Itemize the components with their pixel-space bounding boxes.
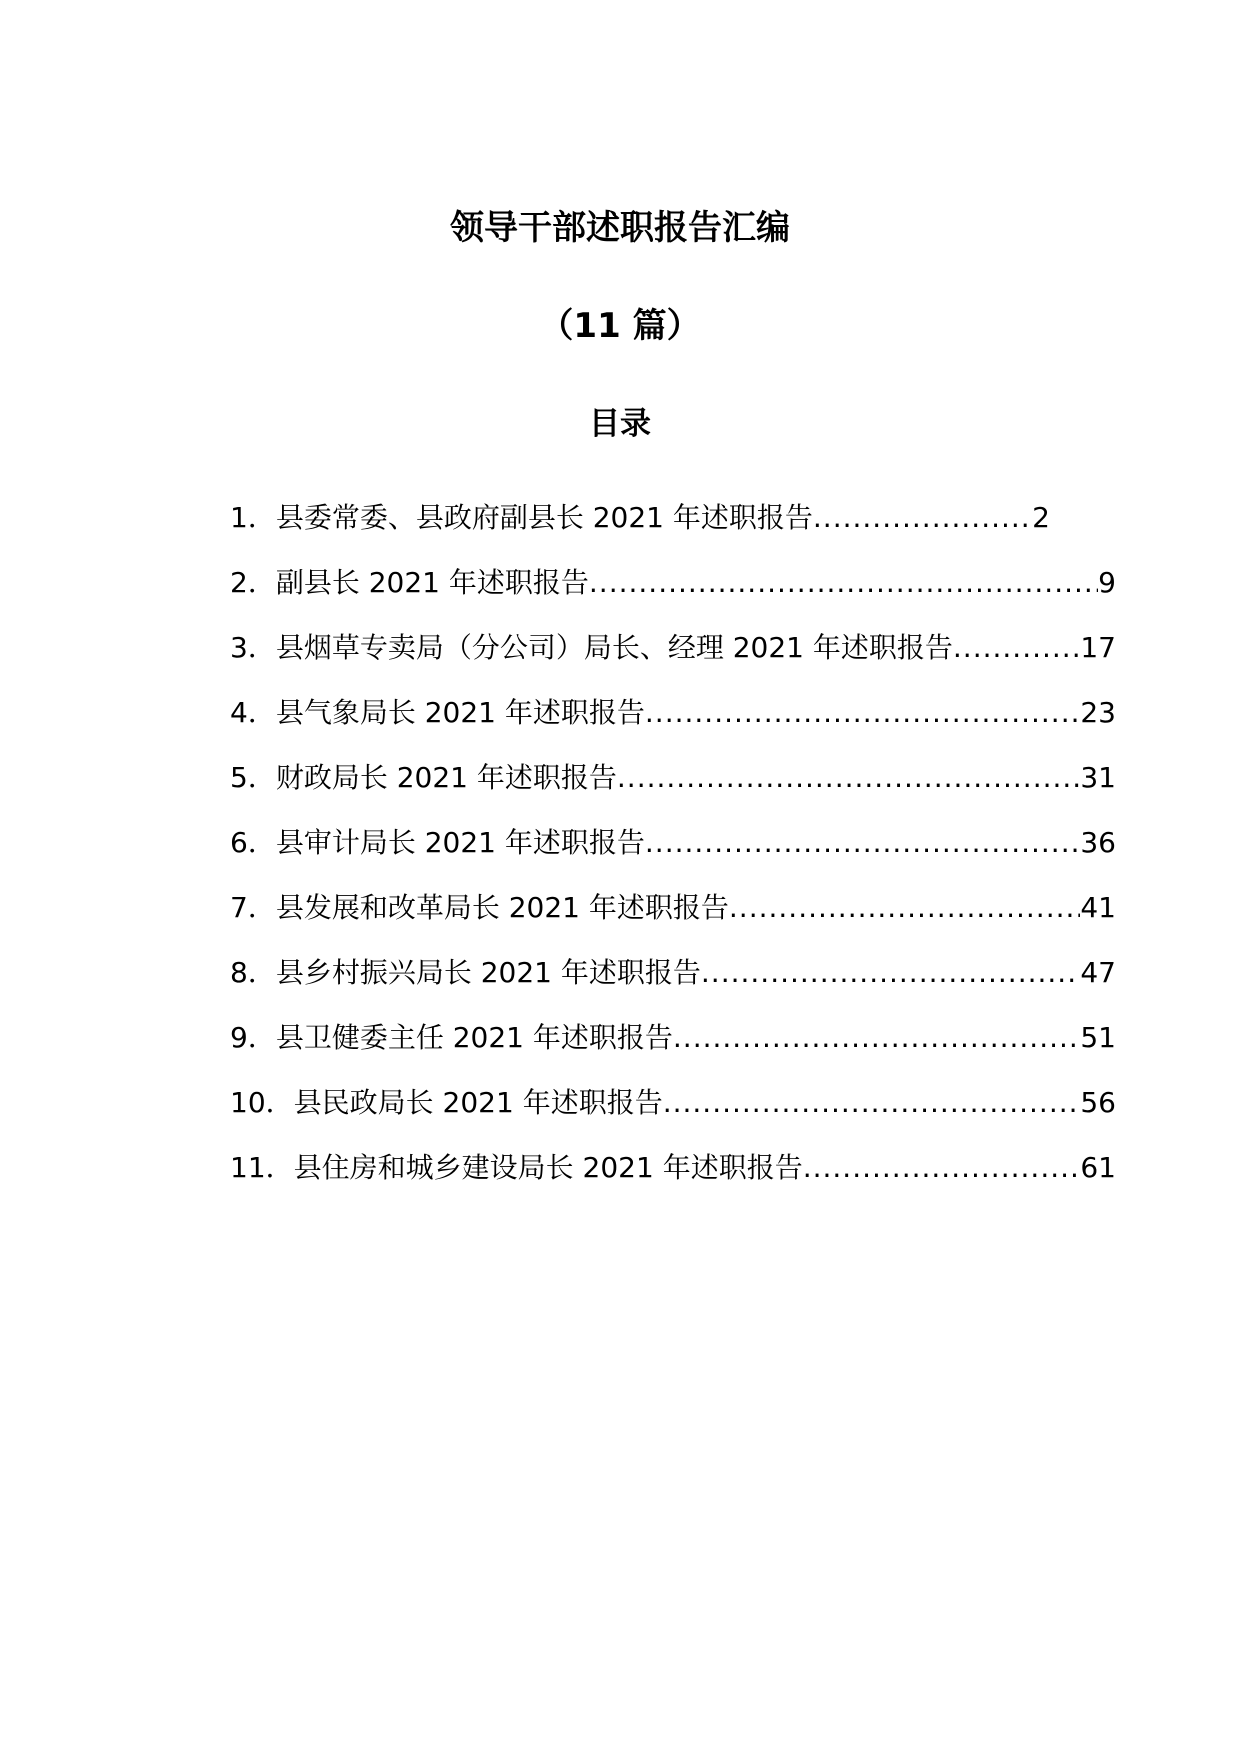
toc-entry-number: 3． (230, 631, 276, 664)
document-title: 领导干部述职报告汇编 (450, 208, 790, 248)
toc-entry-page: 31 (1080, 761, 1116, 794)
toc-entry-title: 县委常委、县政府副县长 2021 年述职报告 (275, 501, 813, 534)
toc-entry-number: 9． (230, 1021, 276, 1054)
toc-leader-dots (729, 888, 1080, 928)
toc-leader-dots (813, 498, 1032, 538)
toc-entry-page: 47 (1080, 956, 1116, 989)
toc-entry-page: 56 (1080, 1086, 1116, 1119)
document-count: （11 篇） (539, 306, 701, 346)
table-of-contents (230, 498, 1116, 1213)
toc-entry[interactable] (230, 1148, 1116, 1213)
toc-entry-number: 6． (230, 826, 276, 859)
toc-entry-page: 2 (1032, 501, 1050, 534)
toc-entry-number: 11． (230, 1151, 294, 1184)
toc-entry-number: 8． (230, 956, 276, 989)
toc-leader-dots (953, 628, 1080, 668)
toc-leader-dots (673, 1018, 1080, 1058)
toc-entry-number: 4． (230, 696, 276, 729)
toc-entry[interactable] (230, 1083, 1116, 1148)
toc-entry-page: 51 (1080, 1021, 1116, 1054)
toc-entry[interactable] (230, 888, 1116, 953)
toc-leader-dots (645, 693, 1080, 733)
toc-entry-page: 9 (1098, 566, 1116, 599)
toc-entry[interactable] (230, 498, 1050, 563)
toc-leader-dots (663, 1083, 1081, 1123)
toc-entry-number: 7． (230, 891, 276, 924)
toc-entry-number: 2． (230, 566, 276, 599)
toc-heading: 目录 (589, 406, 651, 442)
toc-entry[interactable] (230, 563, 1116, 628)
toc-leader-dots (701, 953, 1080, 993)
toc-entry[interactable] (230, 953, 1116, 1018)
toc-entry[interactable] (230, 1018, 1116, 1083)
toc-entry-title: 县民政局长 2021 年述职报告 (293, 1086, 663, 1119)
toc-entry[interactable] (230, 628, 1116, 693)
toc-leader-dots (645, 823, 1080, 863)
toc-entry[interactable] (230, 823, 1116, 888)
toc-entry[interactable] (230, 758, 1116, 823)
toc-entry-title: 财政局长 2021 年述职报告 (275, 761, 617, 794)
toc-entry[interactable] (230, 693, 1116, 758)
toc-entry-title: 县卫健委主任 2021 年述职报告 (275, 1021, 673, 1054)
toc-leader-dots (803, 1148, 1081, 1188)
toc-leader-dots (617, 758, 1080, 798)
toc-entry-title: 县烟草专卖局（分公司）局长、经理 2021 年述职报告 (275, 631, 953, 664)
toc-leader-dots (589, 563, 1098, 603)
toc-entry-number: 10． (230, 1086, 294, 1119)
toc-entry-number: 5． (230, 761, 276, 794)
toc-entry-title: 县乡村振兴局长 2021 年述职报告 (275, 956, 701, 989)
toc-entry-page: 41 (1080, 891, 1116, 924)
toc-entry-title: 县发展和改革局长 2021 年述职报告 (275, 891, 729, 924)
toc-entry-title: 县住房和城乡建设局长 2021 年述职报告 (293, 1151, 803, 1184)
toc-entry-page: 61 (1080, 1151, 1116, 1184)
toc-entry-title: 县审计局长 2021 年述职报告 (275, 826, 645, 859)
toc-entry-title: 副县长 2021 年述职报告 (275, 566, 589, 599)
toc-entry-title: 县气象局长 2021 年述职报告 (275, 696, 645, 729)
toc-entry-page: 17 (1080, 631, 1116, 664)
toc-entry-page: 36 (1080, 826, 1116, 859)
toc-entry-number: 1． (230, 501, 276, 534)
toc-entry-page: 23 (1080, 696, 1116, 729)
